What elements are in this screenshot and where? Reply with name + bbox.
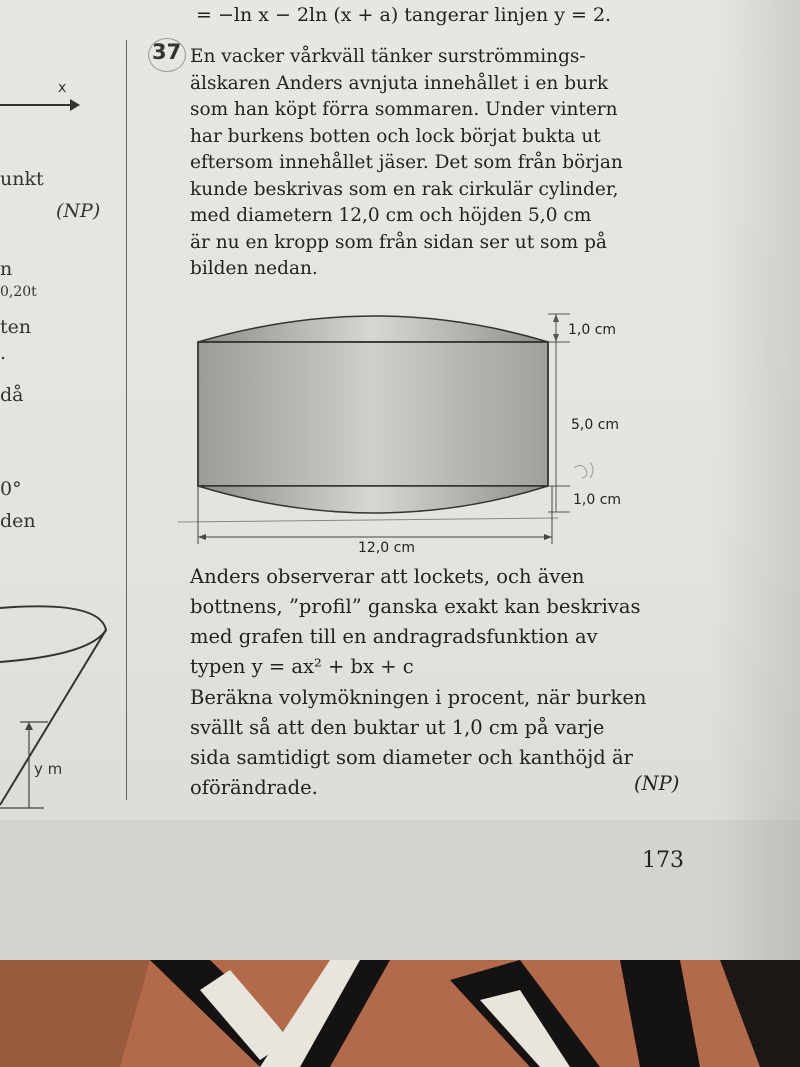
left-text-ten: ten: [0, 316, 32, 338]
paragraph-line: eftersom innehållet jäser. Det som från början: [190, 152, 623, 173]
paragraph-line: med diametern 12,0 cm och höjden 5,0 cm: [190, 205, 592, 226]
paragraph-line: med grafen till en andragradsfunktion av: [190, 625, 598, 648]
paragraph-line: som han köpt förra sommaren. Under vintern: [190, 99, 618, 120]
paragraph-line: kunde beskrivas som en rak cirkulär cylinder,: [190, 178, 619, 200]
question-number: 37: [152, 40, 182, 64]
page-shadow: [710, 0, 800, 960]
paragraph-line: Anders observerar att lockets, och även: [190, 565, 585, 588]
bottom-bulge-label: 1,0 cm: [573, 492, 622, 508]
paragraph-line: svällt så att den buktar ut 1,0 cm på varje: [190, 716, 605, 739]
top-bulge-label: 1,0 cm: [568, 322, 617, 338]
column-divider: [126, 40, 127, 800]
left-text-dot: .: [0, 342, 7, 364]
page-number: 173: [642, 848, 684, 873]
bottom-bulge: [198, 486, 548, 513]
paragraph-line: är nu en kropp som från sidan ser ut som på: [190, 231, 607, 253]
left-text-degree: 0°: [0, 478, 22, 500]
can-body: [198, 342, 548, 486]
paragraph-line: Beräkna volymökningen i procent, när burken: [190, 686, 647, 709]
can-profile-figure: [170, 300, 650, 560]
paragraph-line: typen y = ax² + bx + c: [190, 655, 414, 678]
book-lower-margin: [0, 820, 800, 960]
axis-x-label: x: [58, 80, 67, 96]
problem-intro-paragraph: [190, 44, 623, 283]
left-text-da: då: [0, 384, 24, 406]
left-text-n: n: [0, 258, 13, 280]
left-value: 0,20t: [0, 284, 37, 300]
profile-paragraph: [190, 562, 640, 682]
lid-bulge: [198, 316, 548, 342]
cone-height-label: y m: [34, 760, 63, 778]
np-label: (NP): [634, 772, 680, 795]
x-axis-arrow: [0, 80, 90, 120]
paragraph-line: En vacker vårkväll tänker surströmmings-: [190, 46, 586, 67]
left-text-punkt: unkt: [0, 168, 44, 190]
previous-problem-line: = −ln x − 2ln (x + a) tangerar linjen y = 2.: [196, 4, 612, 26]
left-text-den: den: [0, 510, 36, 532]
task-paragraph: [190, 683, 646, 803]
height-label: 5,0 cm: [571, 417, 620, 433]
paragraph-line: bilden nedan.: [190, 258, 318, 279]
paragraph-line: älskaren Anders avnjuta innehållet i en burk: [190, 72, 609, 94]
diameter-label: 12,0 cm: [358, 540, 415, 556]
paragraph-line: har burkens botten och lock börjat bukta ut: [190, 125, 601, 147]
left-np-label: (NP): [56, 200, 101, 222]
cone-figure: [0, 600, 120, 815]
paragraph-line: oförändrade.: [190, 776, 318, 799]
paragraph-line: sida samtidigt som diameter och kanthöjd är: [190, 746, 633, 769]
rug-pattern: [0, 960, 800, 1067]
paragraph-line: bottnens, ”profil” ganska exakt kan beskrivas: [190, 595, 641, 618]
